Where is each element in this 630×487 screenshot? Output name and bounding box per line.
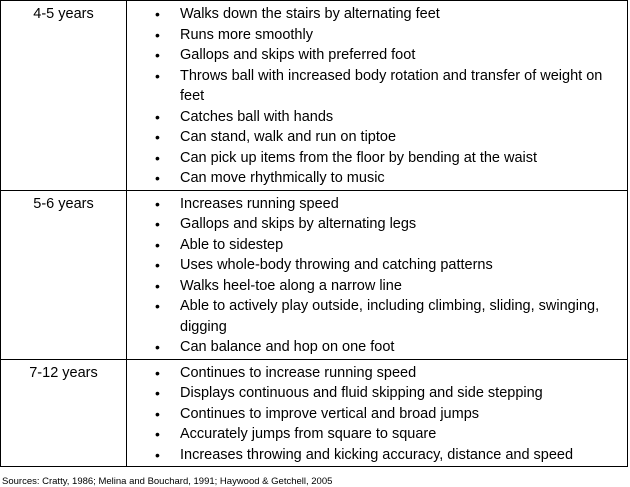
list-item: [127, 424, 621, 445]
bullet-icon: •: [155, 385, 160, 401]
bullet-icon: •: [155, 277, 160, 294]
bullet-icon: •: [155, 26, 160, 43]
list-item: [127, 235, 621, 256]
list-item: [127, 276, 621, 297]
list-item: [127, 25, 621, 46]
milestone-list-cell: [127, 190, 628, 359]
bullet-icon: •: [155, 216, 160, 232]
list-item-text: Accurately jumps from square to square: [180, 426, 437, 442]
bullet-icon: •: [155, 170, 160, 186]
bullet-icon: •: [155, 6, 160, 22]
table-row: [1, 1, 628, 191]
age-range-cell: 5-6 years: [1, 190, 127, 359]
bullet-icon: •: [155, 108, 160, 125]
bullet-icon: •: [155, 195, 160, 212]
list-item: [127, 255, 621, 276]
milestone-list: [127, 194, 621, 358]
bullet-icon: •: [155, 446, 160, 463]
list-item: [127, 404, 621, 425]
list-item: [127, 194, 621, 215]
list-item-text: Continues to increase running speed: [180, 364, 417, 381]
list-item-text: Gallops and skips by alternating legs: [180, 216, 417, 232]
list-item-text: Can pick up items from the floor by bending at the waist: [180, 149, 538, 166]
list-item: [127, 66, 621, 107]
list-item-text: Uses whole-body throwing and catching patterns: [180, 257, 493, 273]
list-item: [127, 168, 621, 189]
list-item: [127, 45, 621, 66]
bullet-icon: •: [155, 339, 160, 355]
list-item: [127, 445, 621, 466]
table-row: [1, 359, 628, 467]
list-item-text: Runs more smoothly: [180, 26, 313, 43]
table-row: [1, 190, 628, 359]
milestones-table-body: [1, 1, 628, 467]
bullet-icon: •: [155, 67, 160, 84]
list-item: [127, 214, 621, 235]
list-item-text: Continues to improve vertical and broad jumps: [180, 405, 480, 422]
list-item-text: Walks down the stairs by alternating feet: [180, 6, 440, 22]
bullet-icon: •: [155, 236, 160, 253]
list-item: [127, 337, 621, 358]
bullet-icon: •: [155, 149, 160, 166]
list-item: [127, 296, 621, 337]
bullet-icon: •: [155, 298, 160, 314]
list-item-text: Catches ball with hands: [180, 108, 334, 125]
list-item: [127, 148, 621, 169]
list-item-text: Displays continuous and fluid skipping and side stepping: [180, 385, 543, 401]
bullet-icon: •: [155, 364, 160, 381]
list-item-text: Increases running speed: [180, 195, 339, 212]
age-range-cell: 4-5 years: [1, 1, 127, 191]
list-item-text: Able to sidestep: [180, 236, 284, 253]
list-item: [127, 4, 621, 25]
bullet-icon: •: [155, 257, 160, 273]
bullet-icon: •: [155, 426, 160, 442]
milestone-list: [127, 363, 621, 466]
bullet-icon: •: [155, 129, 160, 145]
bullet-icon: •: [155, 405, 160, 422]
list-item-text: Can stand, walk and run on tiptoe: [180, 129, 397, 145]
list-item: [127, 383, 621, 404]
list-item-text: Can move rhythmically to music: [180, 170, 385, 186]
list-item-text: Can balance and hop on one foot: [180, 339, 395, 355]
list-item-text: Walks heel-toe along a narrow line: [180, 277, 402, 294]
list-item: [127, 107, 621, 128]
age-range-cell: 7-12 years: [1, 359, 127, 467]
milestone-list-cell: [127, 359, 628, 467]
milestone-list-cell: [127, 1, 628, 191]
list-item-text: Gallops and skips with preferred foot: [180, 47, 416, 63]
bullet-icon: •: [155, 47, 160, 63]
list-item: [127, 363, 621, 384]
milestone-list: [127, 4, 621, 189]
list-item-text: Throws ball with increased body rotation and transfer of weight on feet: [180, 67, 603, 104]
list-item-text: Able to actively play outside, including climbing, sliding, swinging, digging: [180, 298, 600, 335]
list-item-text: Increases throwing and kicking accuracy, distance and speed: [180, 446, 574, 463]
sources-citation: Sources: Cratty, 1986; Melina and Bouchard, 1991; Haywood & Getchell, 2005: [2, 476, 333, 487]
list-item: [127, 127, 621, 148]
